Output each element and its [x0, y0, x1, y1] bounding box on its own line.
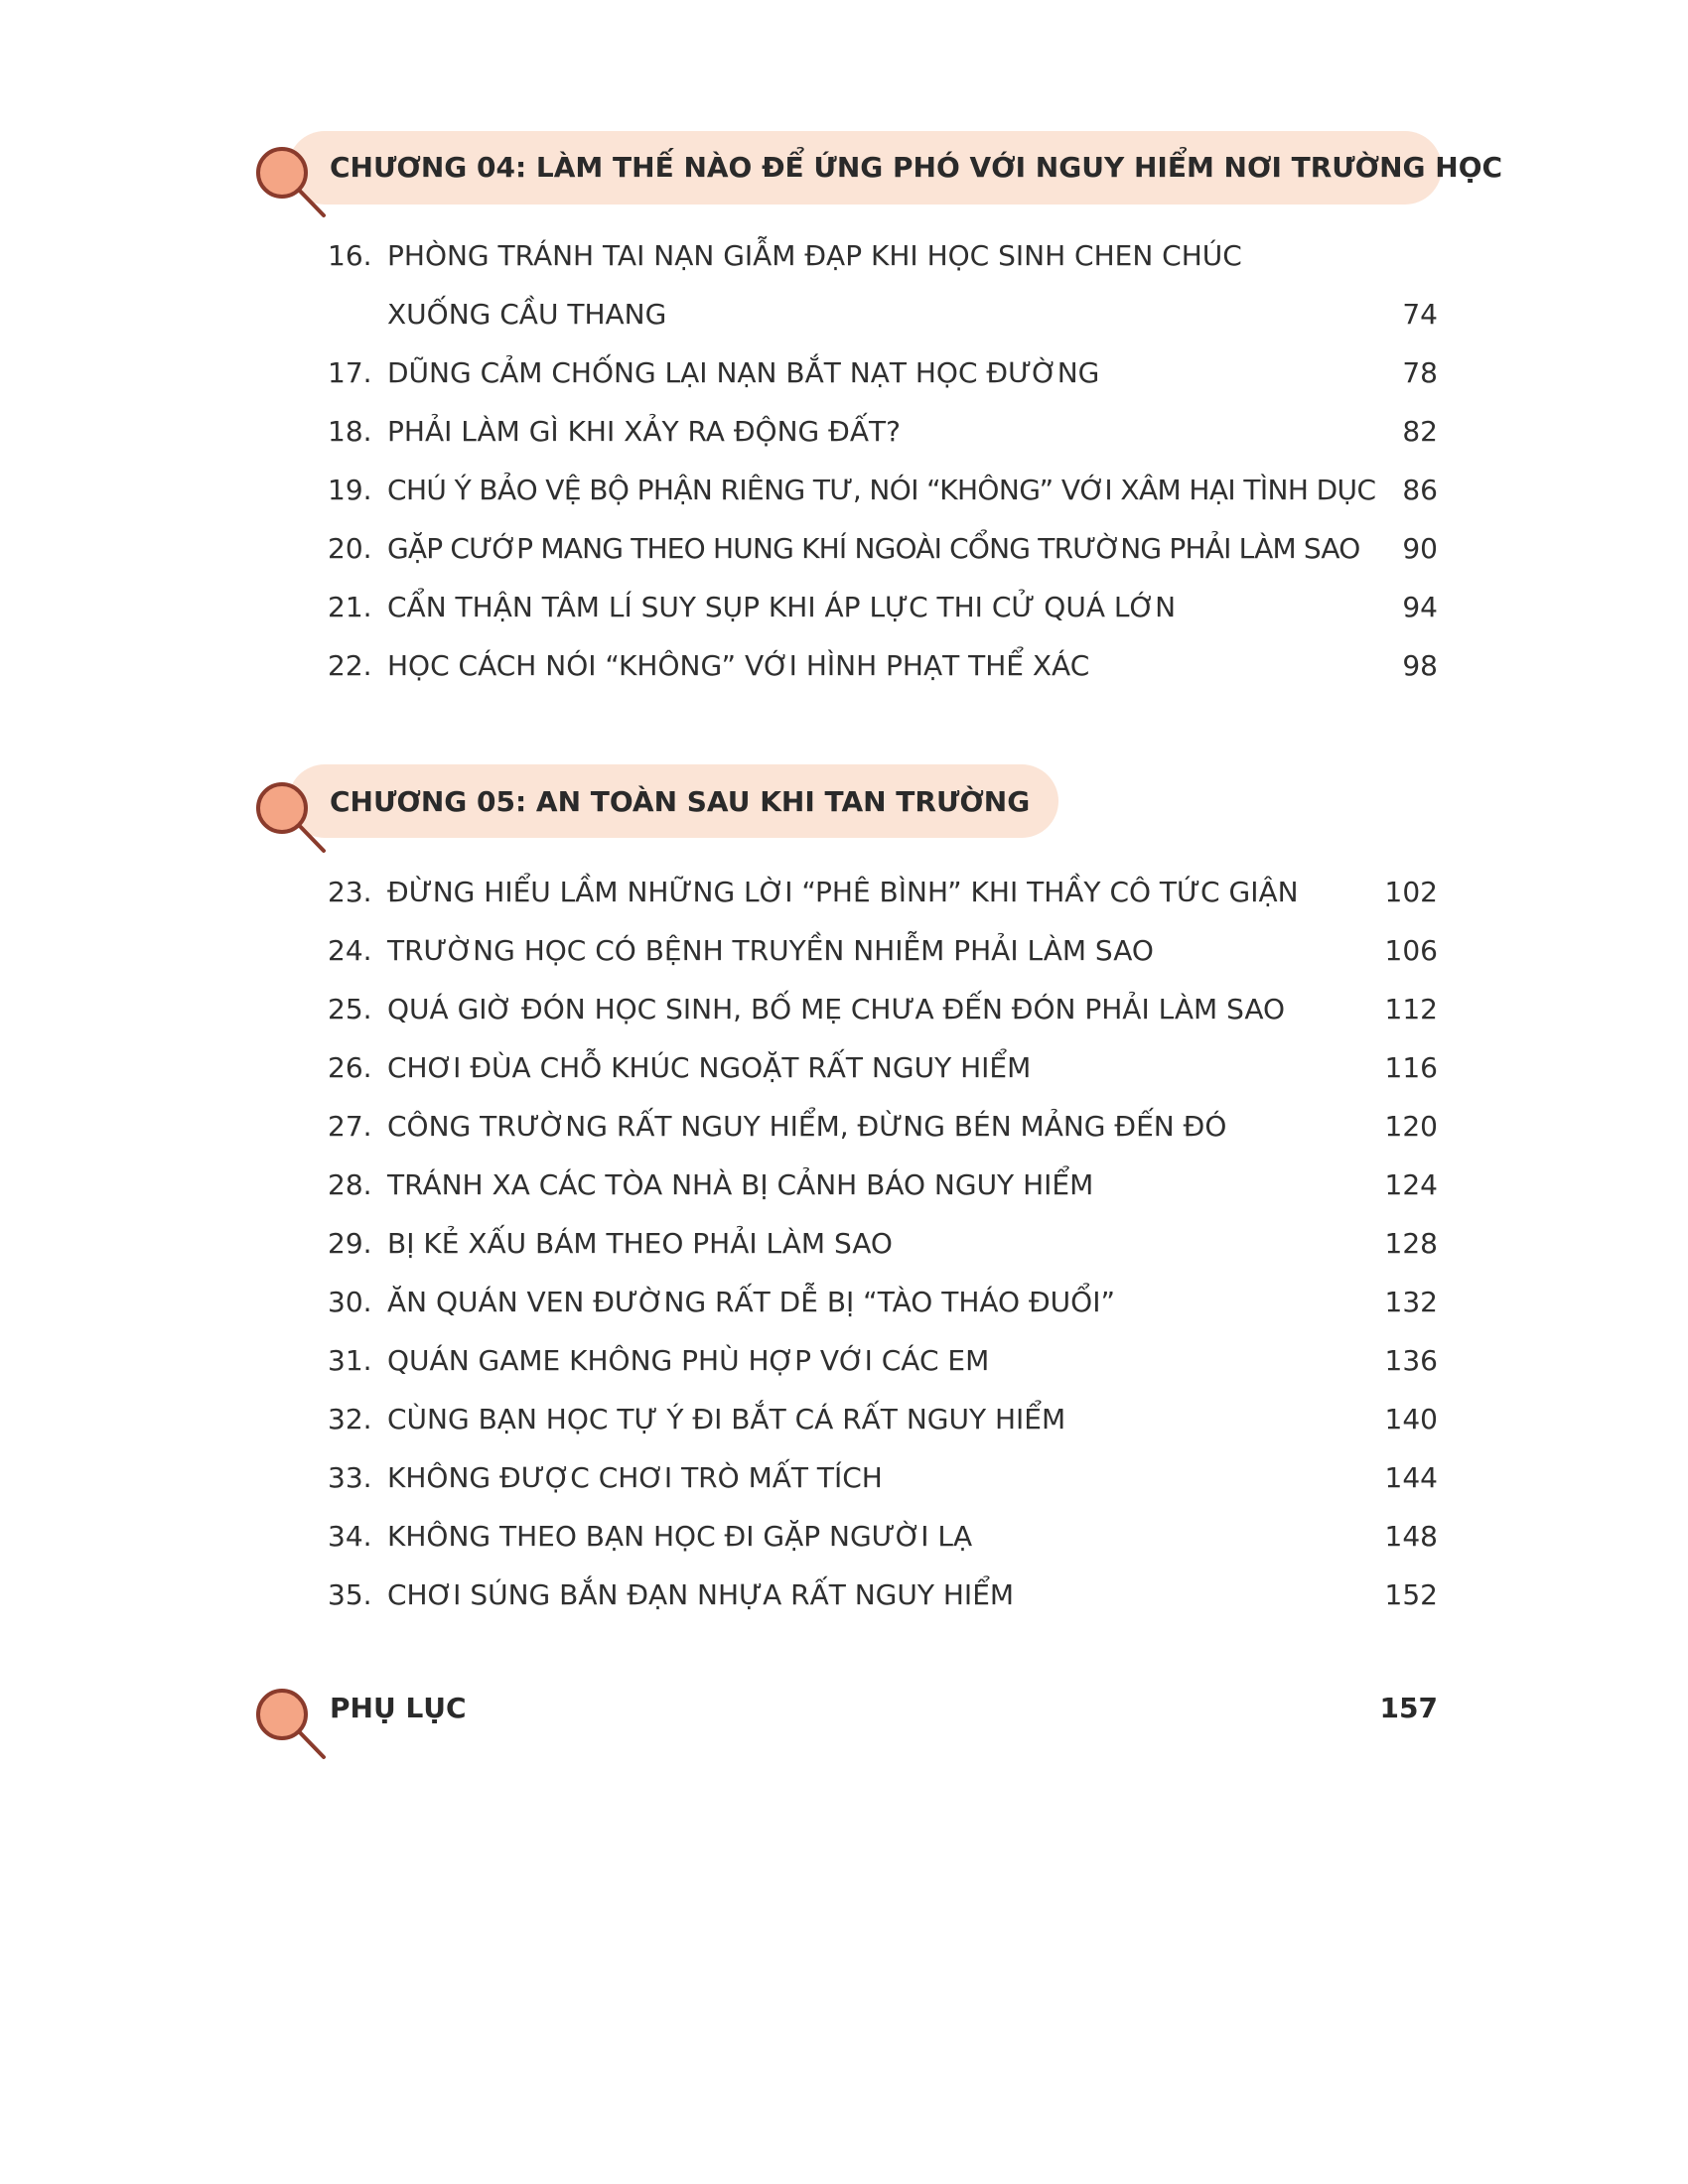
toc-entry[interactable] [328, 990, 1438, 1029]
entry-title: ĐỪNG HIỂU LẦM NHỮNG LỜI “PHÊ BÌNH” KHI THẦY CÔ TỨC GIẬN [387, 876, 1299, 908]
entry-number: 16. [328, 239, 372, 272]
entry-number: 22. [328, 649, 372, 682]
chapter-04-title[interactable]: CHƯƠNG 04: LÀM THẾ NÀO ĐỂ ỨNG PHÓ VỚI NGUY HIỂM NƠI TRƯỜNG HỌC [330, 151, 1503, 184]
toc-entry[interactable] [328, 236, 1438, 276]
toc-entry[interactable] [328, 1224, 1438, 1264]
entry-page: 74 [1402, 298, 1438, 331]
entry-title: TRÁNH XA CÁC TÒA NHÀ BỊ CẢNH BÁO NGUY HIỂM [387, 1168, 1094, 1201]
entry-title-continuation: XUỐNG CẦU THANG [387, 298, 667, 331]
toc-entry[interactable] [328, 1107, 1438, 1147]
entry-page: 86 [1402, 474, 1438, 506]
entry-title: QUÁN GAME KHÔNG PHÙ HỢP VỚI CÁC EM [387, 1344, 990, 1377]
entry-number: 18. [328, 415, 372, 448]
entry-page: 136 [1384, 1344, 1438, 1377]
entry-page: 144 [1384, 1461, 1438, 1494]
entry-page: 98 [1402, 649, 1438, 682]
entry-title: QUÁ GIỜ ĐÓN HỌC SINH, BỐ MẸ CHƯA ĐẾN ĐÓN PHẢI LÀM SAO [387, 993, 1286, 1025]
entry-title: ĂN QUÁN VEN ĐƯỜNG RẤT DỄ BỊ “TÀO THÁO ĐUỔI” [387, 1286, 1115, 1318]
entry-page: 132 [1384, 1286, 1438, 1318]
appendix-title[interactable]: PHỤ LỤC [330, 1692, 467, 1724]
toc-entry[interactable] [328, 1458, 1438, 1498]
entry-number: 26. [328, 1051, 372, 1084]
entry-page: 112 [1384, 993, 1438, 1025]
entry-page: 148 [1384, 1520, 1438, 1553]
toc-entry[interactable] [328, 412, 1438, 452]
toc-entry[interactable] [328, 873, 1438, 912]
entry-page: 90 [1402, 532, 1438, 565]
entry-page: 102 [1384, 876, 1438, 908]
entry-page: 78 [1402, 356, 1438, 389]
toc-entry[interactable] [328, 646, 1438, 686]
toc-entry[interactable] [328, 1165, 1438, 1205]
entry-number: 23. [328, 876, 372, 908]
toc-entry[interactable] [328, 529, 1438, 569]
entry-number: 35. [328, 1578, 372, 1611]
toc-entry[interactable] [328, 471, 1438, 510]
magnifier-icon [254, 143, 334, 222]
toc-entry[interactable] [328, 1283, 1438, 1322]
entry-number: 31. [328, 1344, 372, 1377]
entry-title: TRƯỜNG HỌC CÓ BỆNH TRUYỀN NHIỄM PHẢI LÀM SAO [387, 934, 1154, 967]
entry-title: CHÚ Ý BẢO VỆ BỘ PHẬN RIÊNG TƯ, NÓI “KHÔNG” VỚI XÂM HẠI TÌNH DỤC [387, 474, 1376, 506]
toc-entry[interactable] [328, 588, 1438, 627]
entry-title: GẶP CƯỚP MANG THEO HUNG KHÍ NGOÀI CỔNG TRƯỜNG PHẢI LÀM SAO [387, 532, 1360, 565]
entry-page: 82 [1402, 415, 1438, 448]
toc-entry[interactable] [328, 353, 1438, 393]
entry-title: CHƠI ĐÙA CHỖ KHÚC NGOẶT RẤT NGUY HIỂM [387, 1051, 1032, 1084]
entry-number: 30. [328, 1286, 372, 1318]
entry-number: 20. [328, 532, 372, 565]
entry-title: CÔNG TRƯỜNG RẤT NGUY HIỂM, ĐỪNG BÉN MẢNG ĐẾN ĐÓ [387, 1110, 1227, 1143]
entry-title: KHÔNG ĐƯỢC CHƠI TRÒ MẤT TÍCH [387, 1461, 883, 1494]
entry-title: CHƠI SÚNG BẮN ĐẠN NHỰA RẤT NGUY HIỂM [387, 1578, 1015, 1611]
entry-number: 34. [328, 1520, 372, 1553]
entry-number: 27. [328, 1110, 372, 1143]
entry-page: 116 [1384, 1051, 1438, 1084]
magnifier-icon [254, 1685, 334, 1764]
toc-entry[interactable] [328, 1575, 1438, 1615]
toc-entry[interactable] [328, 1400, 1438, 1439]
toc-entry[interactable] [328, 1048, 1438, 1088]
toc-entry[interactable] [328, 1517, 1438, 1557]
entry-page: 106 [1384, 934, 1438, 967]
entry-number: 32. [328, 1403, 372, 1435]
entry-page: 140 [1384, 1403, 1438, 1435]
entry-title: HỌC CÁCH NÓI “KHÔNG” VỚI HÌNH PHẠT THỂ XÁC [387, 649, 1090, 682]
entry-page: 152 [1384, 1578, 1438, 1611]
toc-entry[interactable] [328, 931, 1438, 971]
entry-title: KHÔNG THEO BẠN HỌC ĐI GẶP NGƯỜI LẠ [387, 1520, 973, 1553]
chapter-05-title[interactable]: CHƯƠNG 05: AN TOÀN SAU KHI TAN TRƯỜNG [330, 785, 1031, 818]
entry-number: 24. [328, 934, 372, 967]
entry-number: 28. [328, 1168, 372, 1201]
entry-number: 21. [328, 591, 372, 623]
magnifier-icon [254, 778, 334, 858]
entry-number: 33. [328, 1461, 372, 1494]
entry-title: PHÒNG TRÁNH TAI NẠN GIẪM ĐẠP KHI HỌC SINH CHEN CHÚC [387, 239, 1242, 272]
toc-entry[interactable] [328, 1341, 1438, 1381]
entry-number: 19. [328, 474, 372, 506]
entry-page: 120 [1384, 1110, 1438, 1143]
entry-title: CÙNG BẠN HỌC TỰ Ý ĐI BẮT CÁ RẤT NGUY HIỂM [387, 1403, 1066, 1435]
entry-number: 17. [328, 356, 372, 389]
entry-title: CẨN THẬN TÂM LÍ SUY SỤP KHI ÁP LỰC THI CỬ QUÁ LỚN [387, 591, 1177, 623]
appendix-page: 157 [1379, 1692, 1438, 1724]
toc-entry-continuation[interactable] [328, 295, 1438, 335]
entry-page: 124 [1384, 1168, 1438, 1201]
entry-number: 29. [328, 1227, 372, 1260]
entry-title: DŨNG CẢM CHỐNG LẠI NẠN BẮT NẠT HỌC ĐƯỜNG [387, 356, 1100, 389]
entry-title: PHẢI LÀM GÌ KHI XẢY RA ĐỘNG ĐẤT? [387, 415, 901, 448]
entry-number: 25. [328, 993, 372, 1025]
entry-page: 94 [1402, 591, 1438, 623]
entry-title: BỊ KẺ XẤU BÁM THEO PHẢI LÀM SAO [387, 1227, 893, 1260]
entry-page: 128 [1384, 1227, 1438, 1260]
